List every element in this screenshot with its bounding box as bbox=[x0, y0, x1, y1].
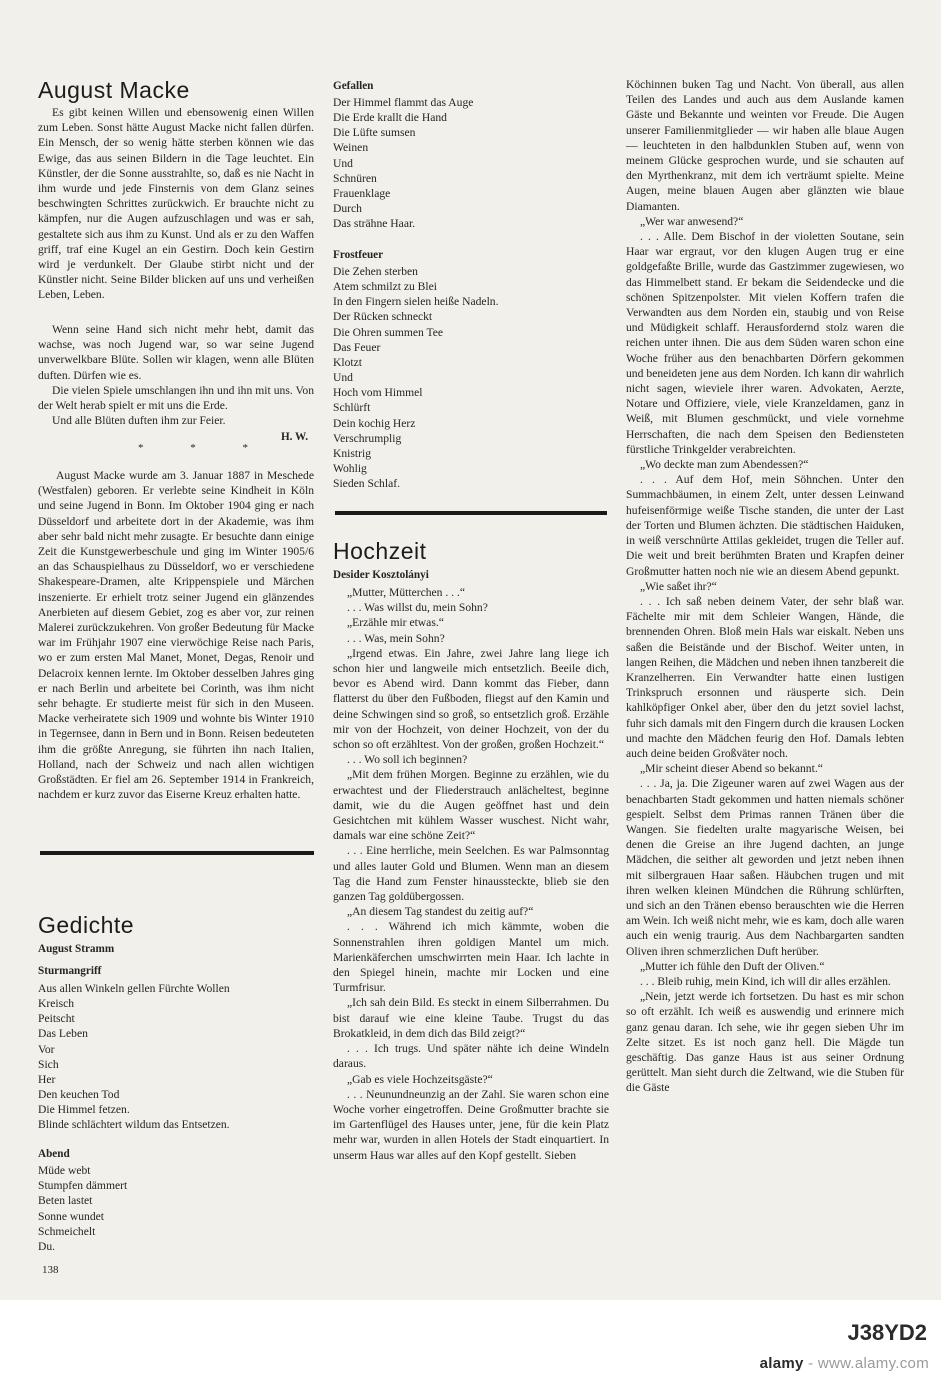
section-divider-rule bbox=[40, 851, 314, 855]
dialogue-line: „Mutter, Mütterchen . . .“ bbox=[347, 586, 466, 599]
poem-line: Sonne wundet bbox=[38, 1209, 105, 1223]
poem-title-gefallen: Gefallen bbox=[333, 80, 374, 92]
poem-line: Beten lastet bbox=[38, 1194, 93, 1208]
poem-title-frostfeuer: Frostfeuer bbox=[333, 249, 384, 261]
article-title-gedichte: Gedichte bbox=[38, 912, 135, 938]
page-number: 138 bbox=[42, 1264, 59, 1276]
poem-line: Peitscht bbox=[38, 1012, 75, 1026]
poem-line: Atem schmilzt zu Blei bbox=[333, 280, 437, 294]
poem-line: Verschrumplig bbox=[333, 431, 402, 445]
watermark-url: - www.alamy.com bbox=[803, 1355, 929, 1372]
poem-line: Sich bbox=[38, 1057, 59, 1071]
poem-line: In den Fingern sielen heiße Nadeln. bbox=[333, 295, 499, 309]
poem-line: Das Feuer bbox=[333, 340, 381, 354]
poem-line: Kreisch bbox=[38, 997, 75, 1011]
hochzeit-author: Desider Kosztolányi bbox=[333, 569, 429, 581]
hochzeit-paragraph: „Mit dem frühen Morgen. Beginne zu erzählen, wie du erwachtest und der Fliederstrauch anlächeltest, beginne damit, wie du die Augen geöffnet hast und dein Gesichtchen mit kühlem Wasser wuschest. Nicht wahr, damals war eine schöne Zeit?“ bbox=[333, 768, 609, 843]
section-divider-rule-2 bbox=[335, 511, 607, 515]
hochzeit-paragraph: „Gab es viele Hochzeitsgäste?“ bbox=[347, 1072, 493, 1086]
poem-line: Her bbox=[38, 1072, 56, 1086]
poem-line: Das strähne Haar. bbox=[333, 217, 416, 231]
hochzeit-paragraph: . . . Ja, ja. Die Zigeuner waren auf zwei Wagen aus der benachbarten Stadt gekommen und hatten niemals schöner gespielt. Selbst dem Primas rannen Tränen über die Wangen. Sie fiedelten uralte magyarische Weisen, bei denen die Greise an ihre Jugend dachten, an junge Mädchen, die seither alt geworden und jetzt neben ihnen mit silbergrauen Haar saßen. Häubchen trugen und mit ihren welken kleinen Mündchen die Rührung schlürften, und sich an den Tränen ebenso berauschten wie die Herren am Wein. Ich weiß nicht mehr, wie es kam, doch alle waren auch ein wenig traurig. Aus dem Nachbargarten sandten Oliven ihren schmerzlichen Duft herüber. bbox=[626, 777, 904, 958]
poem-title-sturmangriff: Sturmangriff bbox=[38, 965, 102, 977]
poem-line: Dein kochig Herz bbox=[333, 416, 416, 430]
poems-author: August Stramm bbox=[38, 943, 115, 955]
hochzeit-paragraph: „Irgend etwas. Ein Jahre, zwei Jahre lang liege ich schon hier und langweile mich entsetzlich. Beeile dich, bevor es Abend wird. Dann kommt das Fieber, dann flatterst du über den Fußboden, fliegst auf den Kamin und deine Schwingen sind so groß, so entsetzlich groß. Erzähle mir von der Hochzeit, von deiner Hochzeit, von der du schon so oft erzähltest. Von der großen, großen Hochzeit.“ bbox=[333, 646, 609, 752]
poem-line: Weinen bbox=[333, 141, 369, 155]
poem-line: Knistrig bbox=[333, 446, 372, 460]
hochzeit-text-col3 bbox=[626, 77, 904, 1096]
poem-line: Müde webt bbox=[38, 1164, 91, 1177]
dialogue-line: „Erzähle mir etwas.“ bbox=[347, 616, 444, 630]
dialogue-line: . . . Was willst du, mein Sohn? bbox=[347, 601, 488, 615]
poem-line: Die Zehen sterben bbox=[333, 265, 418, 278]
hochzeit-paragraph: . . . Auf dem Hof, mein Söhnchen. Unter den Summachbäumen, in einem Zelt, unter dessen Leinwand hufeisenförmige weiße Tische standen, die unter der Last der Torten und Blumen ächzten. Die städtischen Haiduken, in weiß verschnürte Attilas gekleidet, trugen die Teller auf. Die weit und breit berühmten Braten und Krapfen deiner Großmutter hatten noch nie wie an diesem Abend gepunkt. bbox=[626, 473, 904, 578]
hochzeit-paragraph: „An diesem Tag standest du zeitig auf?“ bbox=[347, 905, 534, 919]
watermark-logo: alamy bbox=[759, 1355, 804, 1372]
poem-line: Schlürft bbox=[333, 401, 371, 415]
column-right bbox=[626, 0, 904, 1262]
poem-line: Blinde schlächtert wildum das Entsetzen. bbox=[38, 1118, 230, 1132]
poem-line: Frauenklage bbox=[333, 186, 391, 200]
hochzeit-paragraph: „Nein, jetzt werde ich fortsetzen. Du hast es mir schon so oft erzählt. Ich weiß es auswendig und erinnere mich ganz genau daran. Ich sehe, wie ihr gegen sieben Uhr im Zelte sitzet. Es ist noch ganz hell. Die Mägde tun geschäftig. Das ganze Haus ist aus seiner Ordnung gerüttelt. Man sieht durch die Zeltwand, wie die Stuben für die Gäste bbox=[626, 990, 904, 1095]
poem-line: Die Himmel fetzen. bbox=[38, 1103, 130, 1117]
hochzeit-paragraph: Köchinnen buken Tag und Nacht. Von überall, aus allen Teilen des Landes und auch aus dem Auslande kamen Gäste und Bekannte und weinten vor Freude. Die Augen unserer Familienmitglieder — wir haben alle blaue Augen — leuchteten in den halbdunklen Stuben auf, wenn von meinem Glücke gesprochen wurde, und sie schauten auf den Myrthenkranz, mit dem ich verträumt spielte. Meine Augen, meine blauen Augen aber glänzten wie blaue Diamanten. bbox=[626, 78, 904, 213]
poem-line: Das Leben bbox=[38, 1027, 88, 1041]
poem-line: Schnüren bbox=[333, 171, 377, 185]
poem-line: Die Ohren summen Tee bbox=[333, 325, 444, 339]
column-left bbox=[38, 0, 314, 1290]
hochzeit-paragraph: . . . Ich trugs. Und später nähte ich deine Windeln daraus. bbox=[333, 1042, 609, 1071]
hochzeit-paragraph: „Wie saßet ihr?“ bbox=[640, 579, 717, 593]
poem-line: Wohlig bbox=[333, 461, 367, 475]
hochzeit-paragraph: „Wo deckte man zum Abendessen?“ bbox=[640, 458, 809, 472]
hochzeit-text-col2 bbox=[333, 585, 609, 1163]
poem-line: Die Erde krallt die Hand bbox=[333, 111, 447, 125]
article-title-hochzeit: Hochzeit bbox=[333, 538, 427, 564]
dialogue-line: . . . Was, mein Sohn? bbox=[347, 631, 445, 645]
poem-line: Der Himmel flammt das Auge bbox=[333, 96, 474, 109]
macke-paragraph-1: Es gibt keinen Willen und ebensowenig einen Willen zum Leben. Sonst hätte August Macke nicht fallen dürfen. Ein Mensch, der so wenig hätte sterben können wie das Ewige, das aus seinen Bildern in die Tage leuchtet. Ein Künstler, der die Sonne ausstrahlte, so, daß es nie Nacht in ihm wurde und jede Finsternis von dem Glanz seines beschwingten Schrittes zurückwich. Er brauchte nicht zu kämpfen, nur die Augen aufzuschlagen und was er sah, gestaltete sich aus ihm zu Kunst. Und als er zu den Waffen griff, traf eine Kugel an ein Gestirn. Doch kein Gestirn wird je verdunkelt. Der Glaube stirbt nicht und der Künstler nicht. Seine Bilder blicken auf uns und verheißen Leben, Leben. bbox=[38, 106, 314, 302]
hochzeit-paragraph: . . . Neunundneunzig an der Zahl. Sie waren schon eine Woche vorher eingetroffen. Deine Großmutter brachte sie im Gartenflügel des Hauses unter, jene, für die kein Platz mehr war, wurden in allen Hotels der Stadt einquartiert. In unserm Haus war alles auf den Kopf gestellt. Sieben bbox=[333, 1087, 609, 1162]
hochzeit-paragraph: . . . Wo soll ich beginnen? bbox=[347, 753, 468, 767]
hochzeit-paragraph: . . . Eine herrliche, mein Seelchen. Es war Palmsonntag und alles lauter Gold und Blumen. Wenn man an diesem Tag die Hand zum Fenster hinaussteckte, blieb sie den ganzen Tag goldübergossen. bbox=[333, 844, 609, 904]
poem-line: Und bbox=[333, 371, 353, 385]
poem-line: Die Lüfte sumsen bbox=[333, 126, 416, 140]
hochzeit-paragraph: „Ich sah dein Bild. Es steckt in einem Silberrahmen. Du bist darauf wie eine kleine Taube. Trugst du das Brokatkleid, in dem dich das Bild zeigt?“ bbox=[333, 996, 609, 1040]
poem-title-abend: Abend bbox=[38, 1148, 70, 1160]
signature: H. W. bbox=[280, 431, 308, 443]
poem-line: Schmeichelt bbox=[38, 1224, 96, 1238]
watermark-text bbox=[0, 1355, 941, 1372]
poem-line: Vor bbox=[38, 1042, 55, 1056]
poem-line: Und bbox=[333, 156, 353, 170]
poem-line: Der Rücken schneckt bbox=[333, 310, 433, 324]
hochzeit-paragraph: . . . Alle. Dem Bischof in der violetten Soutane, sein Haar war ergraut, vor den klugen Augen trug er eine goldgefaßte Brille, wurde das Gastzimmer zugewiesen, wo das Himmelbett stand. Er bekam die Seidendecke und die schönen Spitzenpolster. Mit vielen Koffern trafen die Verwandten aus dem Norden ein, staubig und von Reise und Müdigkeit schlaff. Herausfordernd stolz waren die reichen unter ihnen. Die aus dem Süden waren schon eine Woche früher aus den benachbarten Dörfern gekommen und beneideten jene aus dem Norden. Ich kann dir wahrlich nicht sagen, wieviele ihrer waren. Advokaten, Aerzte, Notare und Offiziere, viele, viele Kranzeldamen, ganz in Weiß, mit Blumen geschmückt, und viele vornehme Herrschaften, die nach dem Speisen den Bediensteten fürstliche Trinkgelder verabreichten. bbox=[626, 230, 904, 456]
watermark-band bbox=[0, 1300, 941, 1390]
section-stars: * * * bbox=[138, 442, 270, 454]
hochzeit-paragraph: „Mutter ich fühle den Duft der Oliven.“ bbox=[640, 959, 825, 973]
hochzeit-paragraph: . . . Während ich mich kämmte, woben die Sonnenstrahlen ihren goldigen Mantel um mich. Marienkäferchen umschwirrten mein Haar. Ich lachte in den Spiegel hinein, machte mir Locken und eine Turmfrisur. bbox=[333, 920, 609, 995]
hochzeit-paragraph: „Wer war anwesend?“ bbox=[640, 214, 744, 228]
poem-line: Hoch vom Himmel bbox=[333, 386, 423, 400]
poem-line: Den keuchen Tod bbox=[38, 1088, 120, 1102]
watermark-image-id: J38YD2 bbox=[847, 1320, 927, 1345]
poem-line: Sieden Schlaf. bbox=[333, 477, 400, 491]
poem-line: Durch bbox=[333, 202, 362, 216]
hochzeit-paragraph: . . . Ich saß neben deinem Vater, der sehr blaß war. Fächelte mir mit dem Schleier Wangen, Hände, die brennenden Ohren. Bloß mein Hals war eiskalt. Neben uns saßen die Beistände und der Bischof. Weiter unten, in langen Reihen, die Mädchen und neben ihnen tanzbereit die Kranzelherren. Ein Verwandter hatte einen lustigen Trinkspruch ersonnen und räusperte sich. Dein kahlköpfiger Onkel aber, über den du jetzt soviel lachst, fuhr sich damals mit den Fingern durch die krausen Locken und machte den Mädchen feurig den Hof. Damals lebten auch deine beiden Großväter noch. bbox=[626, 594, 904, 760]
macke-biography: August Macke wurde am 3. Januar 1887 in Meschede (Westfalen) geboren. Er verlebte seine Kindheit in Köln und seine Jugend in Bonn. Im Oktober 1904 ging er nach Düsseldorf und arbeitete dort in der Akademie, was ihm aber sehr bald nicht mehr zusagte. Er besuchte dann einige Zeit die Kunstgewerbeschule und ging im Winter 1905/6 an das Schauspielhaus zu Düsseldorf, wo er verschiedene Shakespeare-Dramen, alte Krippenspiele und Märchen inszenierte. Er erhielt trotz seiner Jugend ein glänzendes Anerbieten auf diesem Gebiet, zog es aber vor, zur reinen Malerei zurückzukehren. Von großer Bedeutung für Macke war im Frühjahr 1907 eine vierwöchige Reise nach Paris, wo er zum ersten Mal Manet, Monet, Degas, Renoir und Delacroix kennen lernte. Im Oktober desselben Jahres ging er nach Berlin und arbeitete bei Corinth, was ihm nicht sehr behagte. Er studierte meist für sich in den Museen. Macke verheiratete sich 1909 und wohnte bis Winter 1910 in Tegernsee, dann in Bern und in Bonn. Reisen bedeuteten ihm die größte Anregung, sie führten ihn nach Italien, Holland, nach der Schweiz und nach allen wichtigen Großstädten. Er fiel am 26. September 1914 in Frankreich, nachdem er kurz zuvor das Eiserne Kreuz erhalten hatte. bbox=[38, 469, 314, 802]
hochzeit-paragraph: . . . Bleib ruhig, mein Kind, ich will dir alles erzählen. bbox=[640, 974, 891, 988]
macke-paragraph-4: Und alle Blüten duften ihm zur Feier. bbox=[52, 414, 226, 427]
hochzeit-paragraph: „Mir scheint dieser Abend so bekannt.“ bbox=[640, 762, 823, 776]
poem-line: Du. bbox=[38, 1240, 56, 1253]
poem-line: Stumpfen dämmert bbox=[38, 1179, 128, 1193]
poem-line: Klotzt bbox=[333, 355, 362, 369]
column-middle bbox=[333, 0, 609, 1262]
macke-paragraph-3: Die vielen Spiele umschlangen ihn und ihn mit uns. Von der Welt herab spielt er mit uns die Erde. bbox=[38, 384, 314, 413]
macke-paragraph-2: Wenn seine Hand sich nicht mehr hebt, damit das wachse, was noch Jugend war, so war seine Jugend unverwelkbare Blüte. Sollen wir klagen, wenn alle Blüten duften. Dürfen wie es. bbox=[38, 323, 314, 382]
article-title-macke: August Macke bbox=[38, 77, 190, 103]
poem-line: Aus allen Winkeln gellen Fürchte Wollen bbox=[38, 982, 230, 995]
